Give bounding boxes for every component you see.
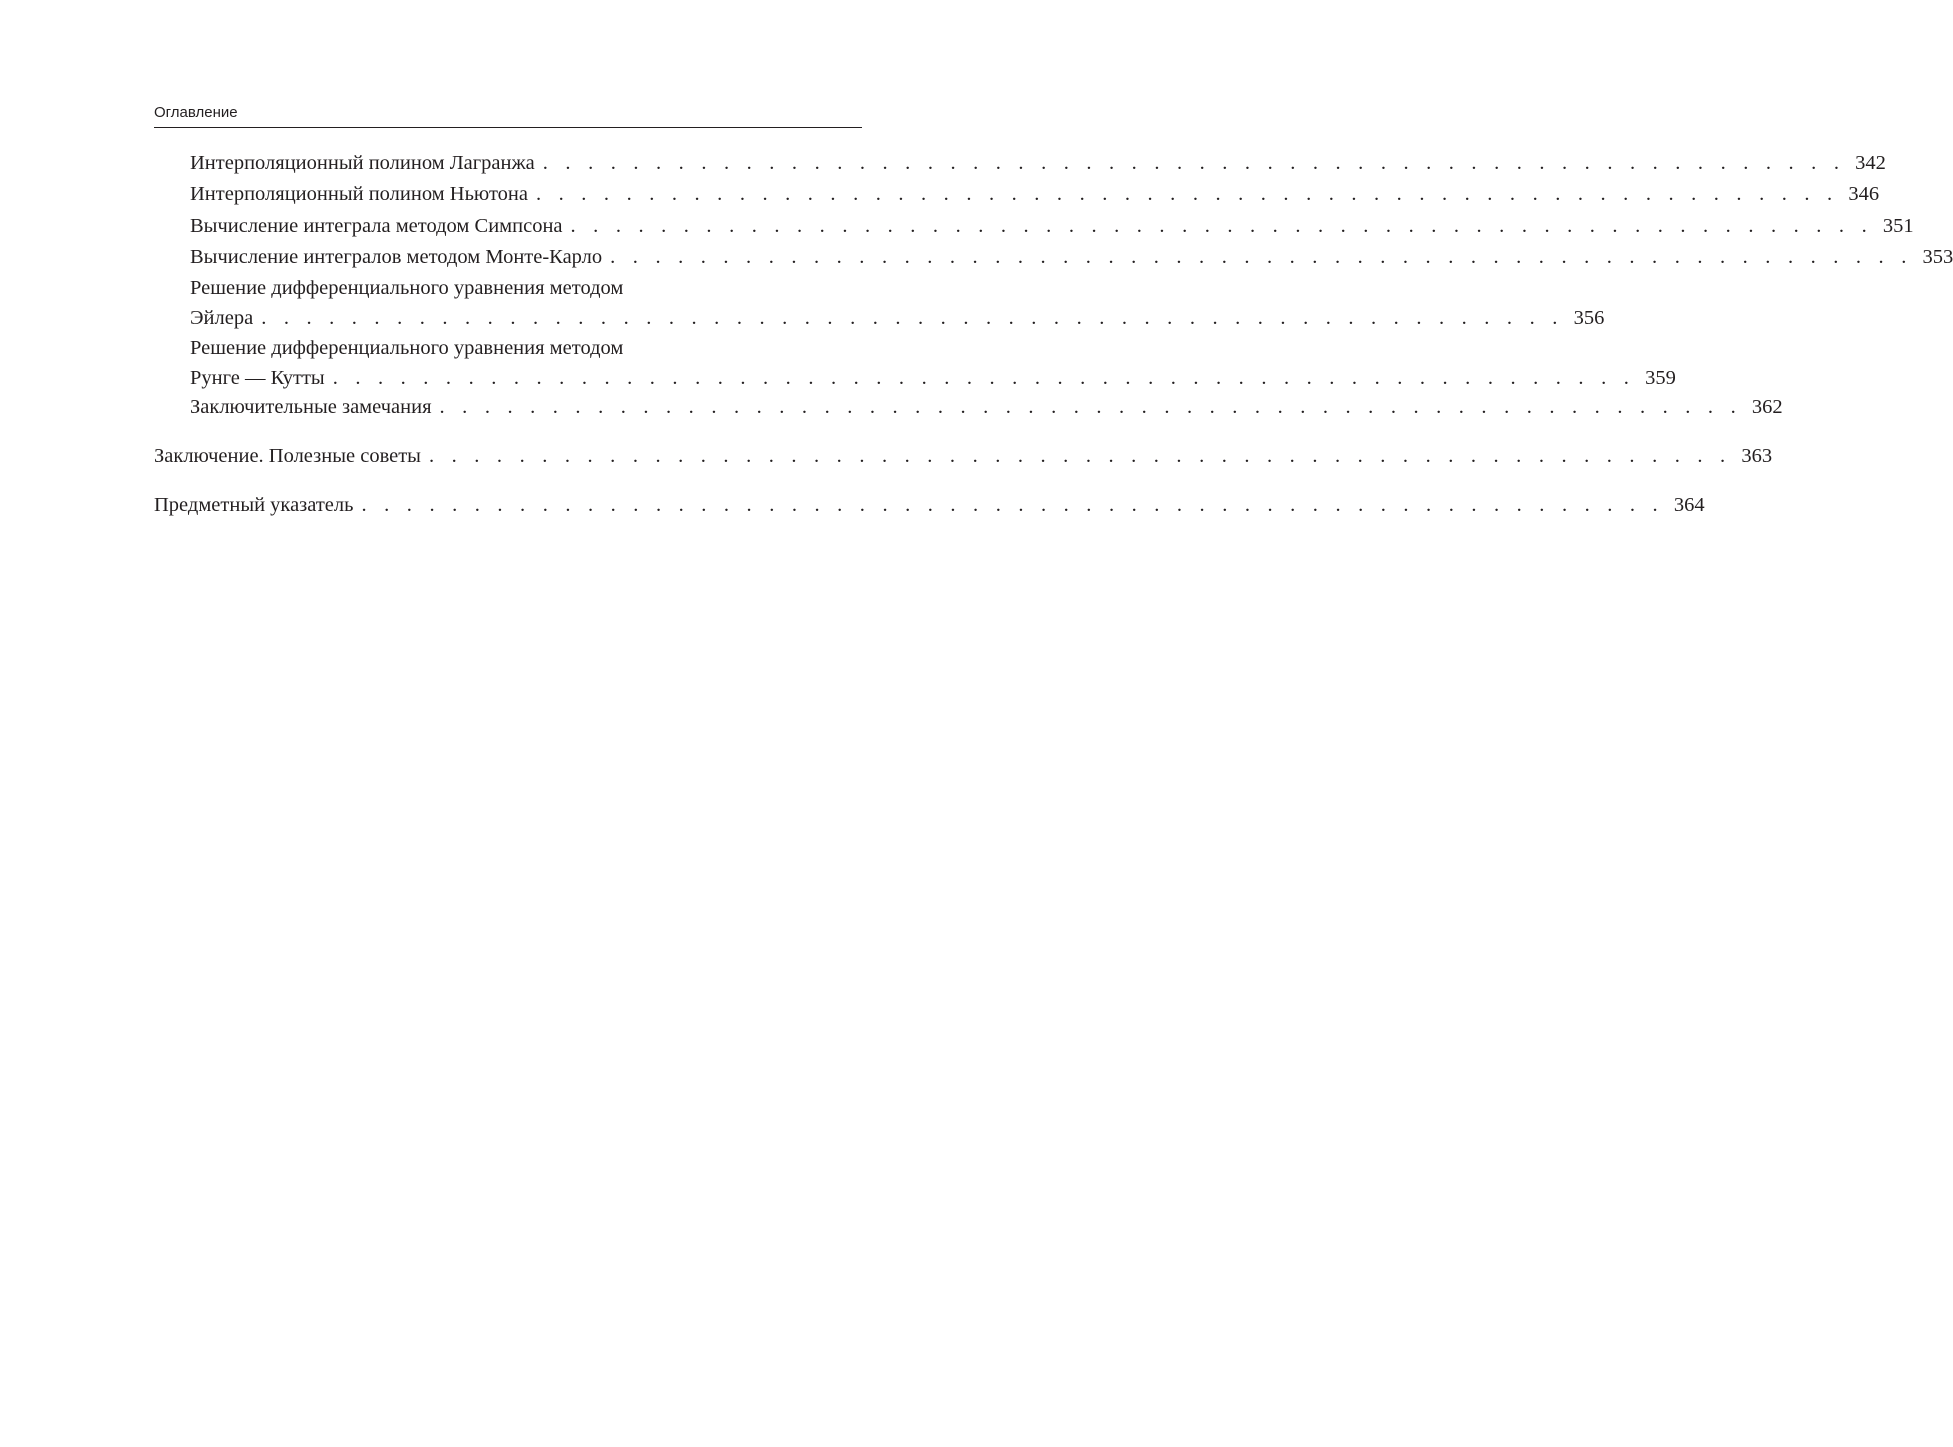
toc-page-number: 363 [1741,445,1773,467]
toc-entry [154,392,1783,422]
toc-entry [154,273,1605,333]
dot-leader: . . . . . . . . . . . . . . . . . . . . . . . . . . . . . . . . . . . . . . . . . . . . . . . . . . . . . . . . . . [542,152,1846,174]
toc-entry-title-line2: Рунге — Кутты [190,367,325,389]
dot-leader: . . . . . . . . . . . . . . . . . . . . . . . . . . . . . . . . . . . . . . . . . . . . . . . . . . . . . . . . . . [610,246,1913,268]
toc-entry-title-line1: Решение дифференциального уравнения методом [190,337,624,359]
toc-entry-title: Интерполяционный полином Лагранжа [190,152,535,174]
toc-entry [154,148,1886,178]
toc-entry [154,242,1953,272]
toc-page-number: 342 [1855,152,1886,174]
toc-page-number: 351 [1882,215,1914,237]
toc-entry-title: Интерполяционный полином Ньютона [190,183,528,205]
dot-leader: . . . . . . . . . . . . . . . . . . . . . . . . . . . . . . . . . . . . . . . . . . . . . . . . . . . . . . . . . . [439,396,1742,418]
toc-page-number: 353 [1922,246,1953,268]
toc-entry-title: Предметный указатель [154,494,354,516]
toc-page-number: 346 [1848,183,1880,205]
dot-leader: . . . . . . . . . . . . . . . . . . . . . . . . . . . . . . . . . . . . . . . . . . . . . . . . . . . . . . . . . . [361,494,1664,516]
dot-leader: . . . . . . . . . . . . . . . . . . . . . . . . . . . . . . . . . . . . . . . . . . . . . . . . . . . . . . . . . . [332,367,1636,389]
dot-leader: . . . . . . . . . . . . . . . . . . . . . . . . . . . . . . . . . . . . . . . . . . . . . . . . . . . . . . . . . . [261,307,1564,329]
dot-leader: . . . . . . . . . . . . . . . . . . . . . . . . . . . . . . . . . . . . . . . . . . . . . . . . . . . . . . . . . . [535,183,1839,205]
toc-entry [154,490,1705,520]
dot-leader: . . . . . . . . . . . . . . . . . . . . . . . . . . . . . . . . . . . . . . . . . . . . . . . . . . . . . . . . . . [428,445,1732,467]
toc-entry-title-line2: Эйлера [190,307,254,329]
toc-page-number: 364 [1673,494,1705,516]
running-head-title: Оглавление [154,104,238,121]
toc-entry-title-line1: Решение дифференциального уравнения методом [190,277,624,299]
toc-entry [154,441,1773,471]
toc-entry-title: Заключение. Полезные советы [154,445,421,467]
toc-entry-title: Заключительные замечания [190,396,432,418]
header-rule [154,127,862,128]
toc-page-number: 362 [1751,396,1783,418]
toc-entry [154,211,1914,241]
dot-leader: . . . . . . . . . . . . . . . . . . . . . . . . . . . . . . . . . . . . . . . . . . . . . . . . . . . . . . . . . . [570,215,1873,237]
toc-page-number: 359 [1645,367,1676,389]
toc-entry [154,333,1676,393]
toc-entry [154,179,1880,209]
toc-page-number: 356 [1573,307,1605,329]
toc-entry-title: Вычисление интеграла методом Симпсона [190,215,563,237]
toc-entry-title: Вычисление интегралов методом Монте-Карло [190,246,603,268]
